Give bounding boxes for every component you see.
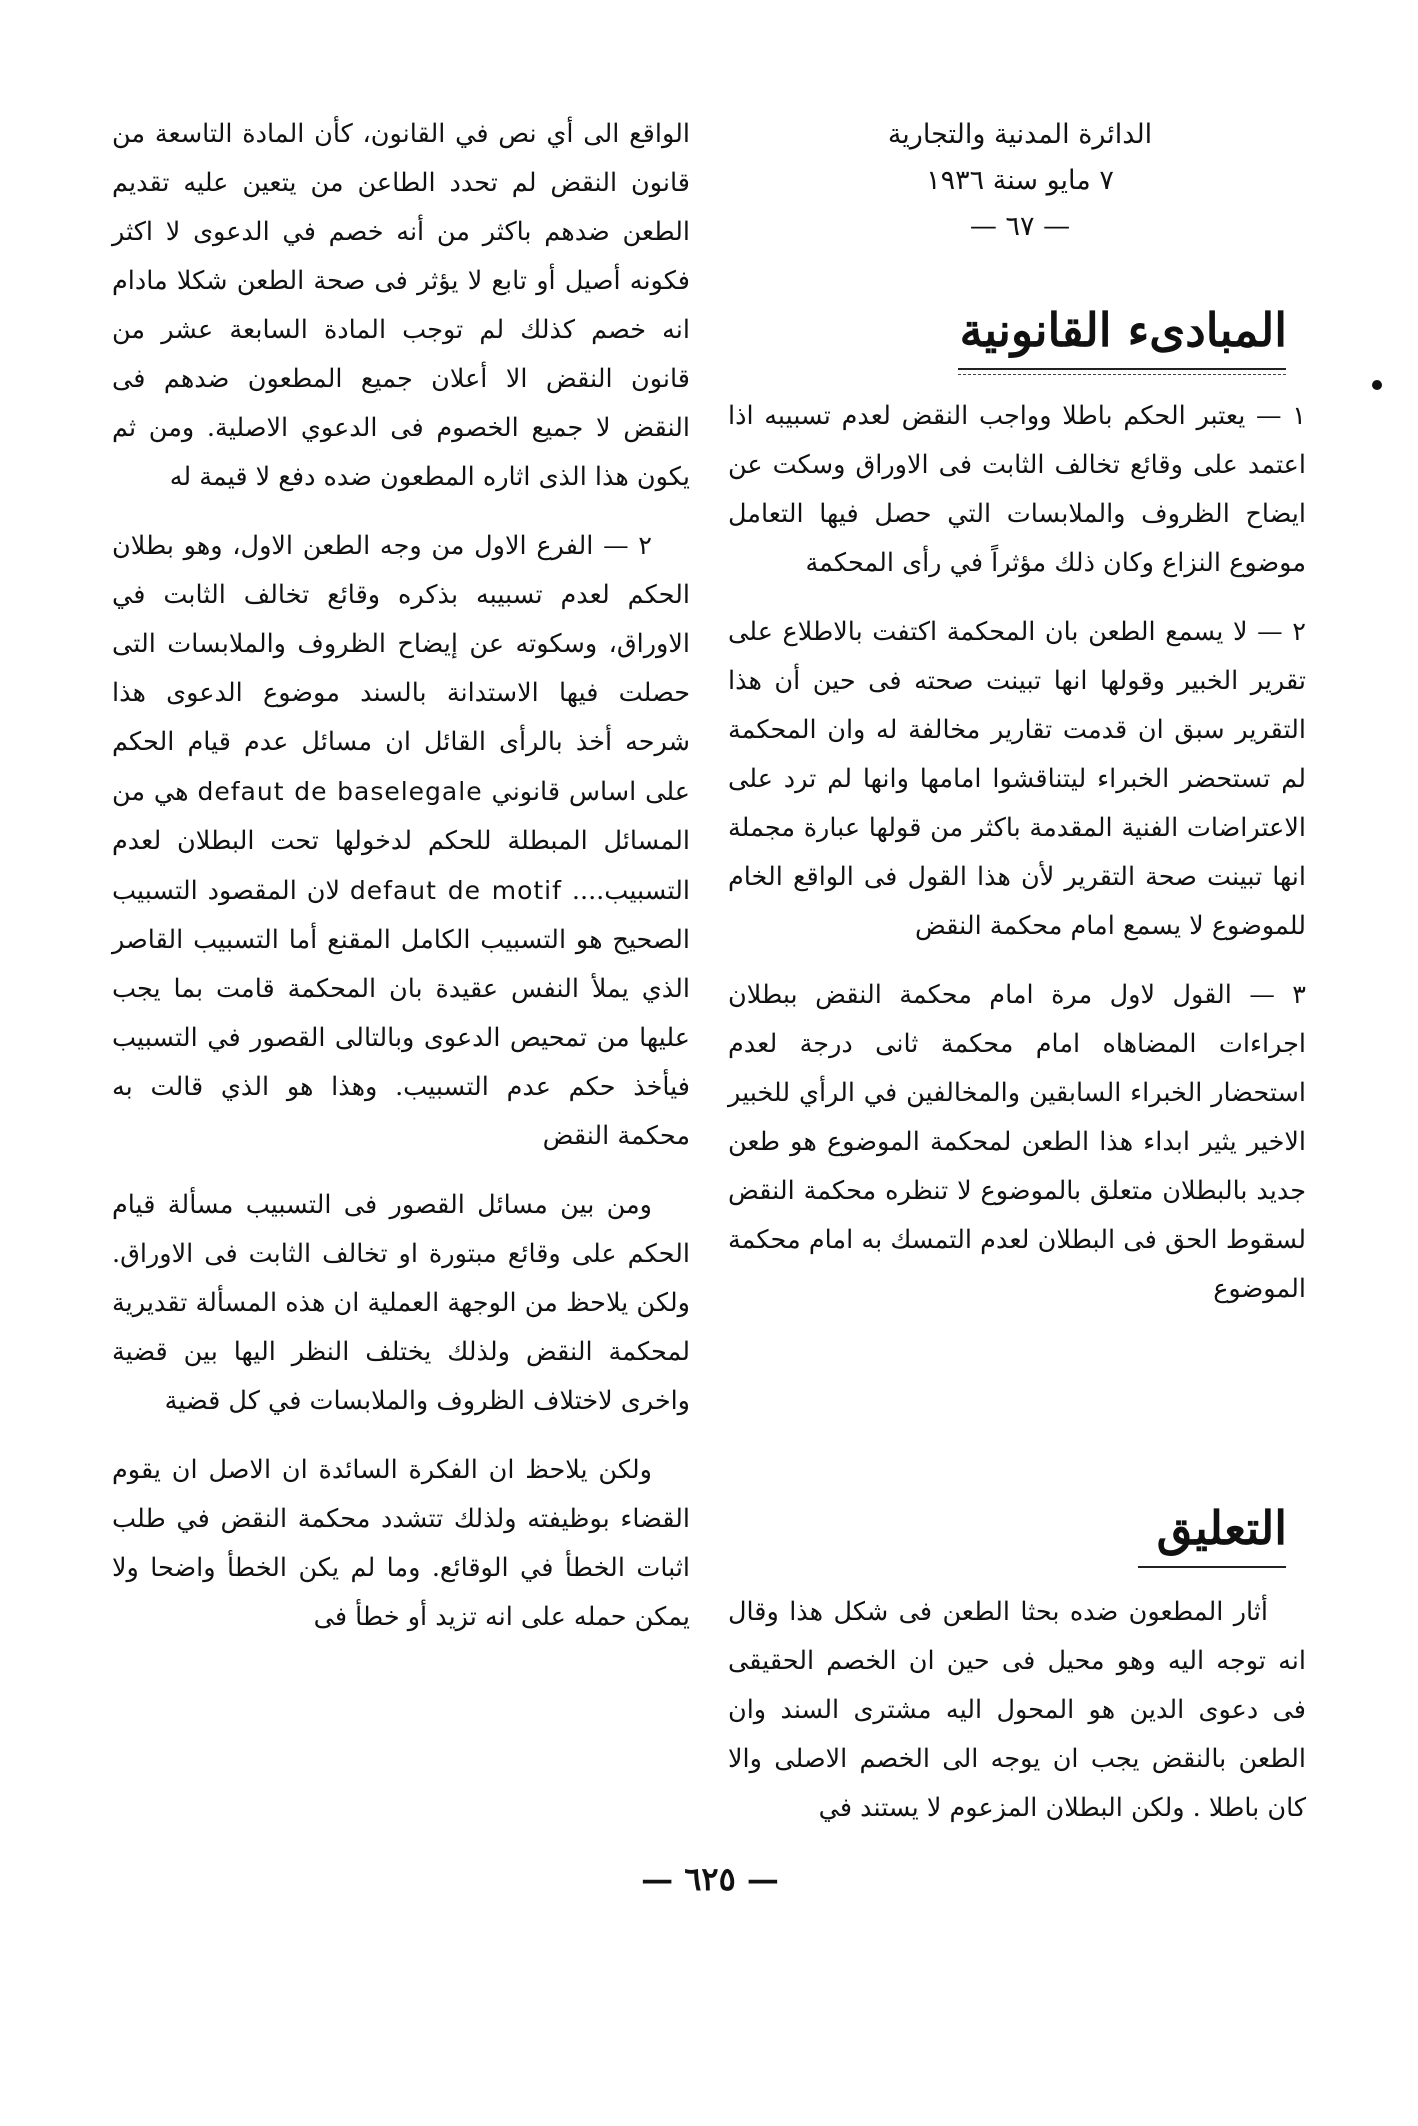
page-header bbox=[800, 112, 1240, 250]
case-number: — ٦٧ — bbox=[969, 211, 1071, 242]
commentary-branch-1 bbox=[112, 522, 690, 1161]
branch-1-text-c: لان المقصود التسبيب الصحيح هو التسبيب الكامل المقنع أما التسبيب القاصر الذي يملأ النفس عقيدة بان المحكمة قامت بما يجب عليها من تمحيص الدعوى وبالتالى القصور في التسبيب فيأخذ حكم عدم التسبيب. وهذا هو الذي قالت به محكمة النقض bbox=[112, 876, 690, 1151]
page-number: — ٦٢٥ — bbox=[641, 1860, 779, 1898]
french-term-motif: defaut de motif bbox=[349, 876, 562, 905]
left-column bbox=[112, 110, 690, 1662]
branch-1-text-a: ٢ — الفرع الاول من وجه الطعن الاول، وهو بطلان الحكم لعدم تسبيبه بذكره وقائع تخالف الثابت في الاوراق، وسكوته عن إيضاح الظروف والملابسات التى حصلت فيها الاستدانة بالسند موضوع الدعوى هذا شرحه أخذ بالرأى القائل ان مسائل عدم قيام الحكم على اساس قانوني bbox=[112, 531, 690, 807]
session-date: ٧ مايو سنة ١٩٣٦ bbox=[926, 165, 1114, 196]
principle-3: ٣ — القول لاول مرة امام محكمة النقض ببطلان اجراءات المضاهاه امام محكمة ثانى درجة لعدم استحضار الخبراء السابقين والمخالفين في الرأي للخبير الاخير يثير ابداء هذا الطعن لمحكمة الموضوع هو طعن جديد بالبطلان متعلق بالموضوع لا تنظره محكمة النقض لسقوط الحق فى البطلان لعدم التمسك به امام محكمة الموضوع bbox=[728, 980, 1306, 1304]
principle-2: ٢ — لا يسمع الطعن بان المحكمة اكتفت بالاطلاع على تقرير الخبير وقولها انها تبينت صحته فى حين أن هذا التقرير سبق ان قدمت تقارير مخالفة له وان المحكمة لم تستحضر الخبراء ليتناقشوا امامها وانها لم ترد على الاعتراضات الفنية المقدمة باكثر من قولها عبارة مجملة انها تبينت صحة التقرير لأن هذا القول فى الواقع الخام للموضوع لا يسمع امام محكمة النقض bbox=[728, 617, 1306, 941]
branch-1-text-b: هي من المسائل المبطلة للحكم لدخولها تحت البطلان لعدم التسبيب.... bbox=[112, 777, 691, 906]
principle-1: ١ — يعتبر الحكم باطلا وواجب النقض لعدم تسبيبه اذا اعتمد على وقائع تخالف الثابت فى الاوراق وسكت عن ايضاح الظروف والملابسات التي حصل فيها التعامل موضوع النزاع وكان ذلك مؤثراً في رأى المحكمة bbox=[728, 401, 1306, 578]
commentary-branch-3: ولكن يلاحظ ان الفكرة السائدة ان الاصل ان يقوم القضاء بوظيفته ولذلك تتشدد محكمة النقض في طلب اثبات الخطأ في الوقائع. وما لم يكن الخطأ واضحا ولا يمكن حمله على انه تزيد أو خطأ فى bbox=[112, 1455, 690, 1632]
margin-dot bbox=[1372, 380, 1382, 390]
commentary-branch-2: ومن بين مسائل القصور فى التسبيب مسألة قيام الحكم على وقائع مبتورة او تخالف الثابت فى الاوراق. ولكن يلاحظ من الوجهة العملية ان هذه المسألة تقديرية لمحكمة النقض ولذلك يختلف النظر اليها بين قضية واخرى لاختلاف الظروف والملابسات في كل قضية bbox=[112, 1190, 690, 1416]
title-underline bbox=[958, 368, 1286, 370]
court-division: الدائرة المدنية والتجارية bbox=[887, 119, 1153, 150]
french-term-base-legale: defaut de baselegale bbox=[197, 777, 483, 806]
commentary-intro: أثار المطعون ضده بحثا الطعن فى شكل هذا وقال انه توجه اليه وهو محيل فى حين ان الخصم الحقيقى فى دعوى الدين هو المحول اليه مشترى السند وان الطعن بالنقض يجب ان يوجه الى الخصم الاصلى والا كان باطلا . ولكن البطلان المزعوم لا يستند في bbox=[728, 1597, 1306, 1823]
commentary-title-underline bbox=[1138, 1566, 1286, 1568]
commentary-intro-column bbox=[728, 1588, 1306, 1853]
principles-title: المبادىء القانونية bbox=[959, 303, 1287, 357]
commentary-continuation: الواقع الى أي نص في القانون، كأن المادة التاسعة من قانون النقض لم تحدد الطاعن من يتعين عليه تقديم الطعن ضدهم باكثر من أنه خصم في الدعوى لا اكثر فكونه أصيل أو تابع لا يؤثر فى صحة الطعن شكلا مادام انه خصم كذلك لم توجب المادة السابعة عشر من قانون النقض الا أعلان جميع المطعون ضدهم فى النقض لا جميع الخصوم فى الدعوي الاصلية. ومن ثم يكون هذا الذى اثاره المطعون ضده دفع لا قيمة له bbox=[112, 119, 690, 492]
right-column bbox=[728, 392, 1306, 1334]
title-underline-dashed bbox=[958, 374, 1286, 375]
commentary-title: التعليق bbox=[1156, 1501, 1287, 1555]
